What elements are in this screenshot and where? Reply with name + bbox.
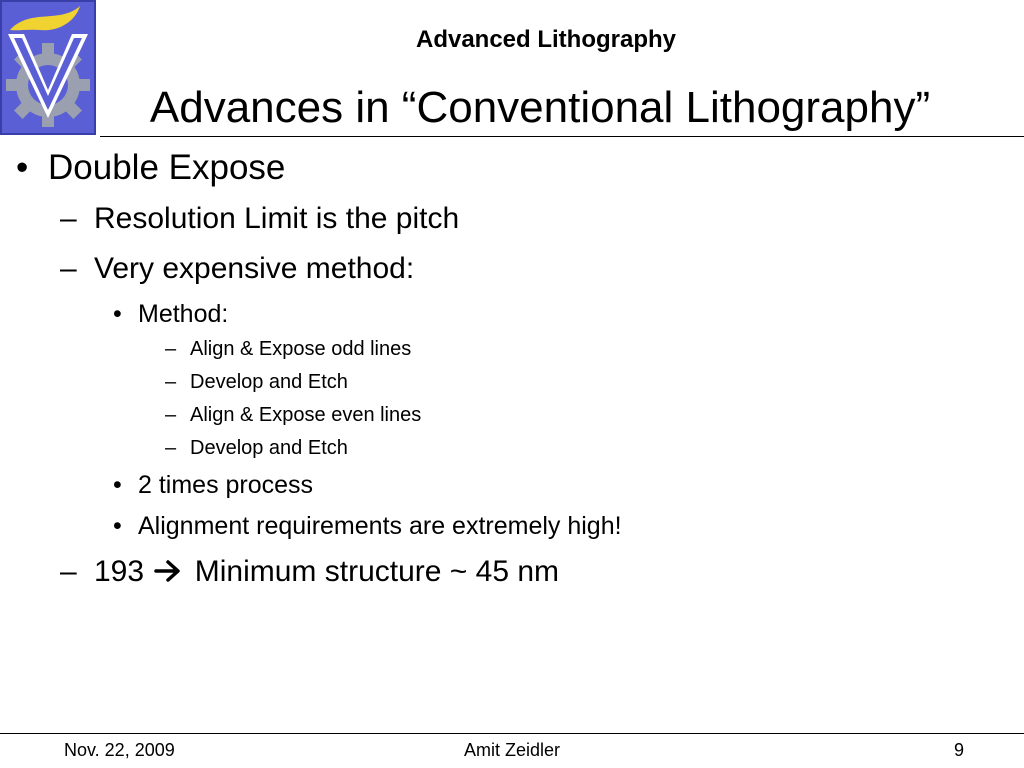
dash-marker: – (60, 202, 77, 235)
footer-author: Amit Zeidler (463, 740, 561, 760)
dash-marker: – (165, 338, 177, 360)
subitem-two-times: 2 times process (138, 471, 314, 499)
dash-marker: – (165, 371, 177, 393)
course-title: Advanced Lithography (415, 26, 677, 53)
step-item: Align & Expose odd lines (190, 338, 412, 360)
bullet-marker: • (113, 512, 122, 540)
dash-marker: – (165, 404, 177, 426)
step-item: Align & Expose even lines (190, 404, 422, 426)
subitem-method: Method: (138, 300, 229, 328)
subitem-resolution: Resolution Limit is the pitch (94, 202, 460, 235)
step-item: Develop and Etch (190, 371, 348, 393)
minimum-structure: Minimum structure ~ 45 nm (194, 555, 560, 588)
wavelength-value: 193 (94, 555, 145, 588)
slide-title: Advances in “Conventional Lithography” (149, 83, 931, 132)
page-number: 9 (953, 740, 964, 760)
footer-divider (0, 733, 1024, 734)
bullet-marker: • (113, 300, 122, 328)
bullet-marker: • (16, 148, 29, 187)
dash-marker: – (60, 252, 77, 285)
subitem-193 (94, 554, 559, 590)
bullet-marker: • (113, 471, 122, 499)
subitem-alignment: Alignment requirements are extremely high! (138, 512, 622, 540)
bullet-double-expose: Double Expose (48, 148, 286, 187)
step-item: Develop and Etch (190, 437, 348, 459)
footer-date: Nov. 22, 2009 (64, 740, 175, 760)
dash-marker: – (165, 437, 177, 459)
arrow-right-icon (154, 558, 184, 584)
dash-marker: – (60, 555, 77, 588)
subitem-expensive: Very expensive method: (94, 252, 415, 285)
